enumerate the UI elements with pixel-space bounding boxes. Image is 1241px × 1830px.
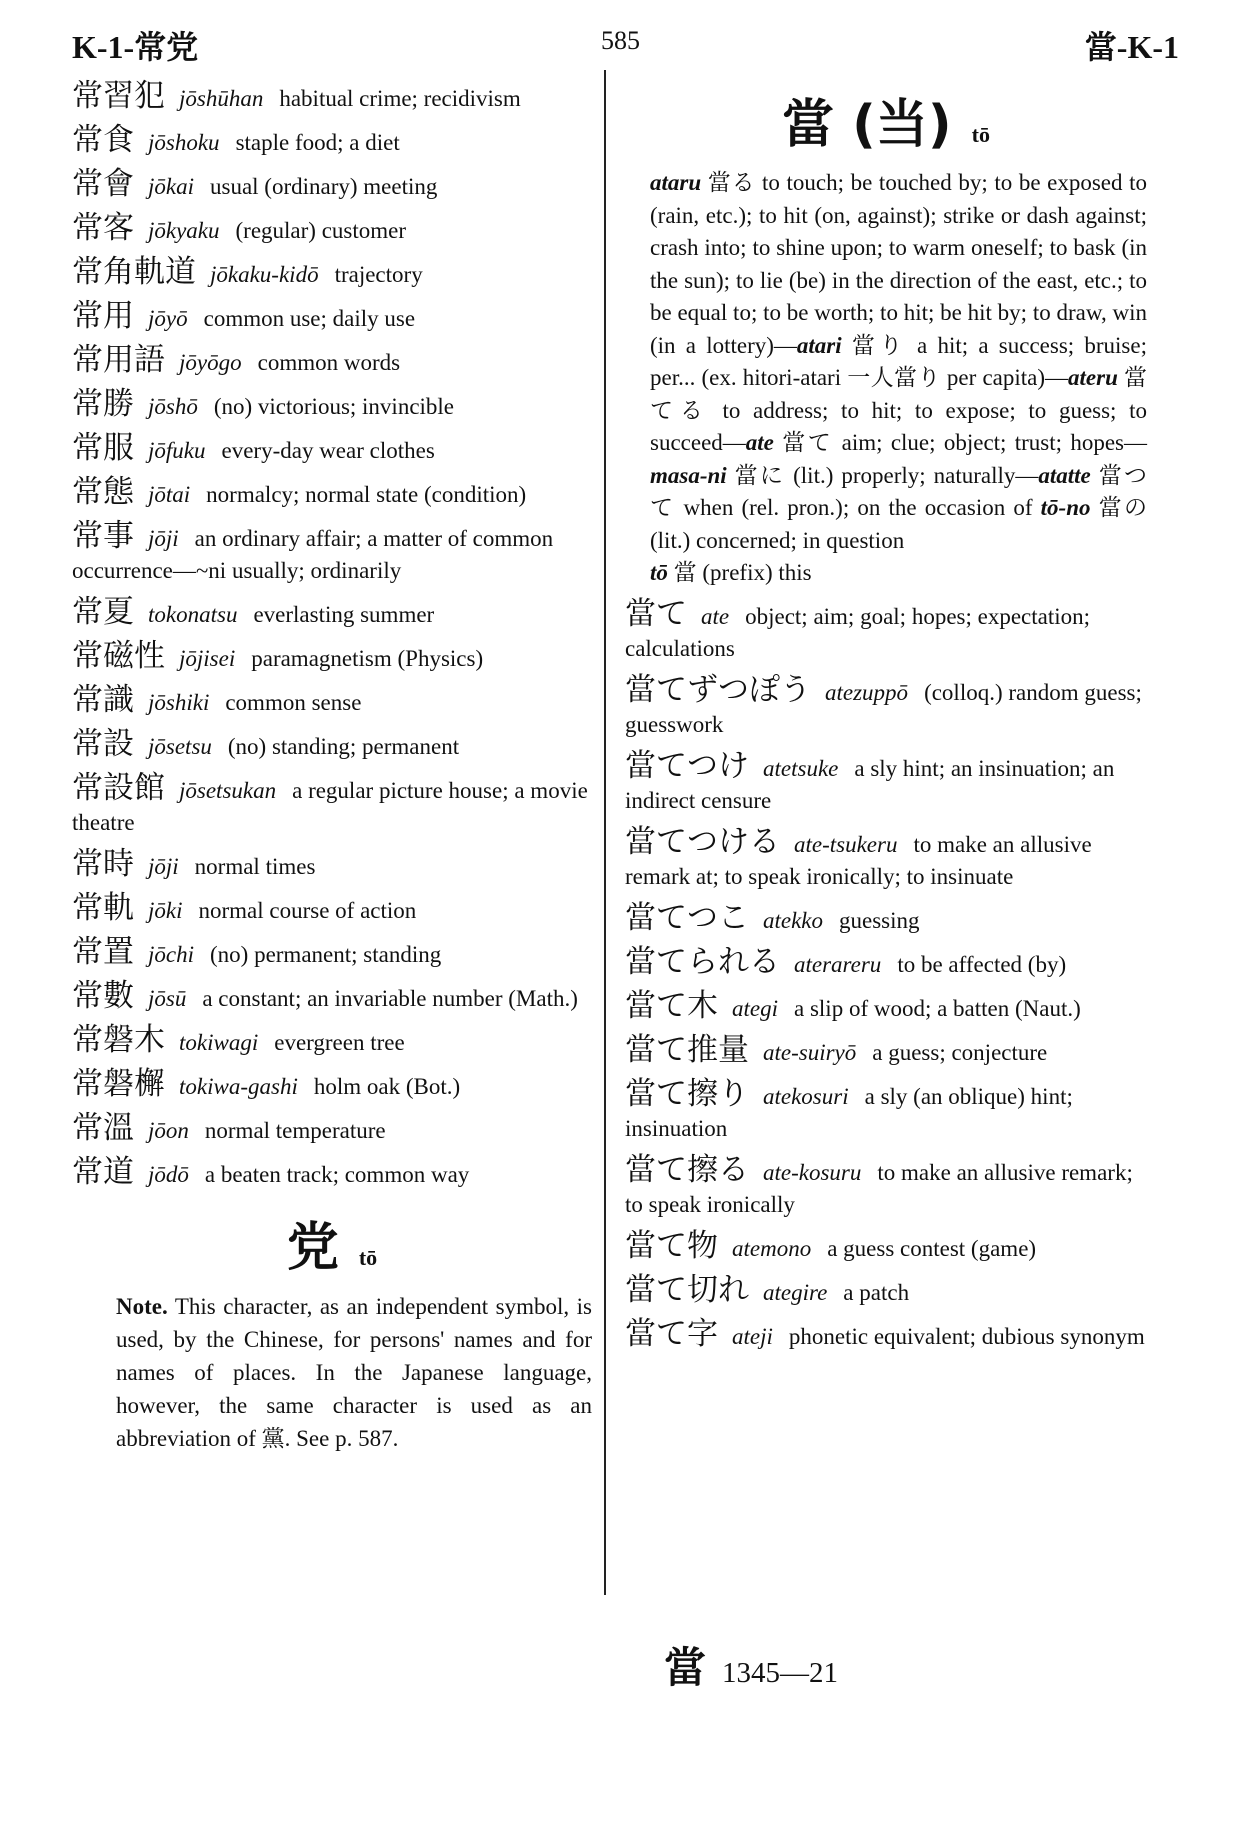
entry-kanji: 常勝 xyxy=(72,386,134,422)
entry-romaji: jōyōgo xyxy=(179,350,242,375)
entry-kanji: 當て推量 xyxy=(625,1031,749,1068)
entry-definition: a beaten track; common way xyxy=(204,1162,470,1187)
entry-kanji: 常用語 xyxy=(72,342,165,378)
dictionary-entry xyxy=(72,300,592,335)
left-column xyxy=(72,80,592,1455)
entry-kanji: 當てつけ xyxy=(625,747,749,784)
main-def-7: 當の (lit.) concerned; in question xyxy=(650,495,1148,553)
entry-kanji: 常用 xyxy=(72,298,134,334)
entry-definition: an ordinary affair; a matter of common occurrence—~ni usually; ordinarily xyxy=(72,526,554,583)
main-reading-ataru: ataru xyxy=(650,170,702,195)
entry-kanji: 常溫 xyxy=(72,1110,134,1146)
dictionary-entry xyxy=(625,1031,1147,1069)
entry-romaji: ategire xyxy=(763,1279,828,1305)
entry-definition: every-day wear clothes xyxy=(221,438,435,463)
dictionary-entry xyxy=(625,747,1147,817)
header-left-guide: K-1-常党 xyxy=(72,29,199,65)
entry-kanji: 常客 xyxy=(72,210,134,246)
entry-definition: holm oak (Bot.) xyxy=(313,1074,461,1099)
dictionary-entry xyxy=(72,848,592,883)
main-def-3: 當てる to address; to hit; to expose; to guess; to succeed— xyxy=(650,365,1147,455)
entry-romaji: aterareru xyxy=(794,951,882,977)
entry-definition: phonetic equivalent; dubious synonym xyxy=(788,1323,1145,1349)
dictionary-entry xyxy=(72,1068,592,1103)
entry-romaji: jōsetsu xyxy=(148,734,212,759)
entry-definition: guessing xyxy=(839,907,920,933)
entry-kanji: 常食 xyxy=(72,122,134,158)
dictionary-entry xyxy=(72,80,592,115)
right-heading xyxy=(625,82,1147,157)
entry-kanji: 當て擦る xyxy=(625,1151,749,1188)
entry-kanji: 常態 xyxy=(72,474,134,510)
entry-kanji: 當て xyxy=(625,595,687,632)
entry-romaji: jōyō xyxy=(148,306,188,331)
dictionary-entry xyxy=(625,1075,1147,1145)
entry-romaji: jōjisei xyxy=(179,646,236,671)
dictionary-entry xyxy=(72,1156,592,1191)
page-header xyxy=(0,22,1241,72)
main-reading-to: tō xyxy=(650,560,668,585)
entry-kanji: 當てつこ xyxy=(625,899,749,936)
entry-definition: everlasting summer xyxy=(253,602,435,627)
dictionary-entry xyxy=(72,892,592,927)
entry-romaji: ate-suiryō xyxy=(763,1039,857,1065)
entry-romaji: jōdō xyxy=(148,1162,189,1187)
entry-definition: common sense xyxy=(225,690,362,715)
entry-definition: a guess; conjecture xyxy=(872,1039,1048,1065)
footer-ref-number: 1345—21 xyxy=(722,1657,839,1689)
dictionary-entry xyxy=(72,520,592,587)
main-def-5: 當に (lit.) properly; naturally— xyxy=(726,462,1039,488)
entry-romaji: ate-kosuru xyxy=(763,1159,862,1185)
right-column xyxy=(625,80,1147,1362)
entry-kanji: 常時 xyxy=(72,846,134,882)
entry-definition: normal course of action xyxy=(198,898,417,923)
column-divider xyxy=(604,70,606,1595)
dictionary-entry xyxy=(625,1271,1147,1309)
entry-kanji: 常設 xyxy=(72,726,134,762)
dictionary-entry xyxy=(625,823,1147,893)
entry-romaji: jōkaku-kidō xyxy=(210,262,319,287)
entry-kanji: 當てつける xyxy=(625,823,780,860)
entry-kanji: 當て擦り xyxy=(625,1075,749,1112)
entry-romaji: jōshō xyxy=(148,394,198,419)
entry-romaji: atetsuke xyxy=(763,755,839,781)
entry-kanji: 常夏 xyxy=(72,594,134,630)
dictionary-entry xyxy=(72,432,592,467)
entry-romaji: ateji xyxy=(732,1323,773,1349)
entry-kanji: 當て物 xyxy=(625,1227,718,1264)
to-heading-reading: tō xyxy=(358,1245,378,1270)
entry-romaji: jōshūhan xyxy=(179,86,264,111)
entry-definition: usual (ordinary) meeting xyxy=(210,174,438,199)
entry-definition: normal times xyxy=(194,854,316,879)
dictionary-entry xyxy=(625,1227,1147,1265)
entry-kanji: 當て字 xyxy=(625,1315,718,1352)
entry-definition: staple food; a diet xyxy=(235,130,400,155)
entry-romaji: tokiwagi xyxy=(179,1030,259,1055)
dictionary-entry xyxy=(72,980,592,1015)
main-def-1: 當る to touch; be touched by; to be exposed to (rain, etc.); to hit (on, against); strike or dash against; crash into; to shine upon; to warm oneself; to bask (in the sun); to lie (be) in the direction of the east, etc.; to be equal to; to be worth; to hit; be hit by; to draw, win (in a lottery)— xyxy=(650,170,1147,358)
entry-definition: (no) standing; permanent xyxy=(227,734,460,759)
entry-romaji: jōchi xyxy=(148,942,194,967)
entry-definition: (no) permanent; standing xyxy=(210,942,442,967)
header-right-guide: 當-K-1 xyxy=(1084,29,1179,65)
dictionary-entry xyxy=(72,1024,592,1059)
dictionary-entry xyxy=(72,728,592,763)
main-def-2: 當り a hit; a success; bruise; per... (ex. hitori-atari 一人當り per capita)— xyxy=(650,332,1147,390)
entry-romaji: jōsetsukan xyxy=(179,778,277,803)
entry-romaji: jōshoku xyxy=(148,130,220,155)
entry-definition: trajectory xyxy=(334,262,423,287)
dictionary-entry xyxy=(72,168,592,203)
entry-romaji: atekko xyxy=(763,907,824,933)
entry-romaji: jōtai xyxy=(148,482,191,507)
left-entry-list xyxy=(72,80,592,1191)
note-label: Note. xyxy=(116,1294,168,1319)
dictionary-entry xyxy=(625,1315,1147,1353)
entry-definition: habitual crime; recidivism xyxy=(279,86,521,111)
entry-kanji: 常角軌道 xyxy=(72,254,196,290)
entry-kanji: 常服 xyxy=(72,430,134,466)
entry-definition: normal temperature xyxy=(204,1118,386,1143)
entry-definition: (regular) customer xyxy=(235,218,407,243)
entry-kanji: 常識 xyxy=(72,682,134,718)
entry-kanji: 常設館 xyxy=(72,770,165,806)
dictionary-entry xyxy=(72,772,592,839)
dictionary-entry xyxy=(72,684,592,719)
entry-romaji: jōfuku xyxy=(148,438,206,463)
entry-definition: to make an allusive remark at; to speak ironically; to insinuate xyxy=(625,831,1092,889)
page-number: 585 xyxy=(601,26,640,55)
right-heading-reading: tō xyxy=(971,122,990,147)
dictionary-entry xyxy=(72,124,592,159)
entry-romaji: atezuppō xyxy=(825,679,909,705)
main-reading-ate: ate xyxy=(745,430,774,455)
dictionary-entry xyxy=(72,256,592,291)
entry-romaji: jōki xyxy=(148,898,183,923)
right-entry-list xyxy=(625,595,1147,1353)
entry-definition: a sly hint; an insinuation; an indirect censure xyxy=(625,755,1115,813)
dictionary-entry xyxy=(72,936,592,971)
to-heading xyxy=(72,1205,592,1280)
entry-kanji: 常數 xyxy=(72,978,134,1014)
entry-definition: a constant; an invariable number (Math.) xyxy=(202,986,578,1011)
main-def-6: 當つて when (rel. pron.); on the occasion of xyxy=(650,462,1147,520)
dictionary-entry xyxy=(72,640,592,675)
entry-definition: a sly (an oblique) hint; insinuation xyxy=(625,1083,1073,1141)
entry-definition: object; aim; goal; hopes; expectation; calculations xyxy=(625,603,1091,661)
dictionary-entry xyxy=(625,943,1147,981)
entry-romaji: jōon xyxy=(148,1118,189,1143)
entry-romaji: tokiwa-gashi xyxy=(179,1074,298,1099)
entry-romaji: ate xyxy=(701,603,730,629)
dictionary-entry xyxy=(72,1112,592,1147)
entry-kanji: 當て木 xyxy=(625,987,718,1024)
entry-kanji: 常軌 xyxy=(72,890,134,926)
dictionary-entry xyxy=(72,476,592,511)
entry-romaji: atemono xyxy=(732,1235,812,1261)
entry-kanji: 常磐檞 xyxy=(72,1066,165,1102)
entry-definition: to be affected (by) xyxy=(897,951,1067,977)
entry-definition: a slip of wood; a batten (Naut.) xyxy=(794,995,1081,1021)
entry-kanji: 常道 xyxy=(72,1154,134,1190)
main-reading-atari: atari xyxy=(796,332,842,358)
footer-char: 當 xyxy=(664,1643,707,1692)
right-heading-char: 當 (当) xyxy=(782,95,952,155)
to-note xyxy=(72,1290,592,1455)
dictionary-entry xyxy=(625,671,1147,741)
entry-kanji: 常事 xyxy=(72,518,134,554)
entry-definition: evergreen tree xyxy=(274,1030,405,1055)
entry-romaji: ategi xyxy=(732,995,778,1021)
entry-romaji: jōkai xyxy=(148,174,194,199)
main-reading-to-no: tō-no xyxy=(1040,495,1091,520)
entry-definition: a guess contest (game) xyxy=(827,1235,1037,1261)
entry-romaji: jōkyaku xyxy=(148,218,220,243)
entry-definition: (colloq.) random guess; guesswork xyxy=(625,679,1142,737)
entry-romaji: jōji xyxy=(148,854,179,879)
entry-definition: to make an allusive remark; to speak ironically xyxy=(625,1159,1133,1217)
entry-kanji: 常置 xyxy=(72,934,134,970)
entry-romaji: atekosuri xyxy=(763,1083,849,1109)
dictionary-entry xyxy=(72,212,592,247)
main-def-8: 當 (prefix) this xyxy=(667,560,812,585)
entry-kanji: 常會 xyxy=(72,166,134,202)
main-def-4: 當て aim; clue; object; trust; hopes— xyxy=(773,430,1147,455)
dictionary-entry xyxy=(72,344,592,379)
dictionary-entry xyxy=(625,1151,1147,1221)
main-definition xyxy=(625,167,1147,590)
dictionary-entry xyxy=(625,899,1147,937)
entry-kanji: 當てられる xyxy=(625,943,780,980)
note-text: This character, as an independent symbol, is used, by the Chinese, for persons' names and for names of places. In the Japanese language, however, the same character is used as an abbreviation of 黨. See p. 587. xyxy=(116,1294,592,1451)
entry-kanji: 當て切れ xyxy=(625,1271,749,1308)
footer-reference xyxy=(664,1635,838,1695)
entry-romaji: jōsū xyxy=(148,986,187,1011)
entry-kanji: 常磁性 xyxy=(72,638,165,674)
entry-kanji: 當てずつぽう xyxy=(625,671,811,708)
to-heading-char: 党 xyxy=(286,1218,339,1278)
dictionary-entry xyxy=(72,388,592,423)
main-reading-atatte: atatte xyxy=(1038,462,1091,488)
entry-romaji: ate-tsukeru xyxy=(794,831,898,857)
entry-kanji: 常磐木 xyxy=(72,1022,165,1058)
dictionary-entry xyxy=(72,596,592,631)
entry-romaji: jōji xyxy=(148,526,179,551)
dictionary-entry xyxy=(625,987,1147,1025)
main-reading-masa-ni: masa-ni xyxy=(650,462,727,488)
entry-kanji: 常習犯 xyxy=(72,78,165,114)
entry-romaji: tokonatsu xyxy=(148,602,238,627)
entry-romaji: jōshiki xyxy=(148,690,210,715)
entry-definition: a patch xyxy=(843,1279,910,1305)
entry-definition: a regular picture house; a movie theatre xyxy=(72,778,588,835)
entry-definition: (no) victorious; invincible xyxy=(213,394,455,419)
entry-definition: normalcy; normal state (condition) xyxy=(206,482,527,507)
main-reading-ateru: ateru xyxy=(1068,365,1118,390)
entry-definition: common words xyxy=(257,350,401,375)
dictionary-entry xyxy=(625,595,1147,665)
entry-definition: paramagnetism (Physics) xyxy=(251,646,484,671)
entry-definition: common use; daily use xyxy=(203,306,416,331)
